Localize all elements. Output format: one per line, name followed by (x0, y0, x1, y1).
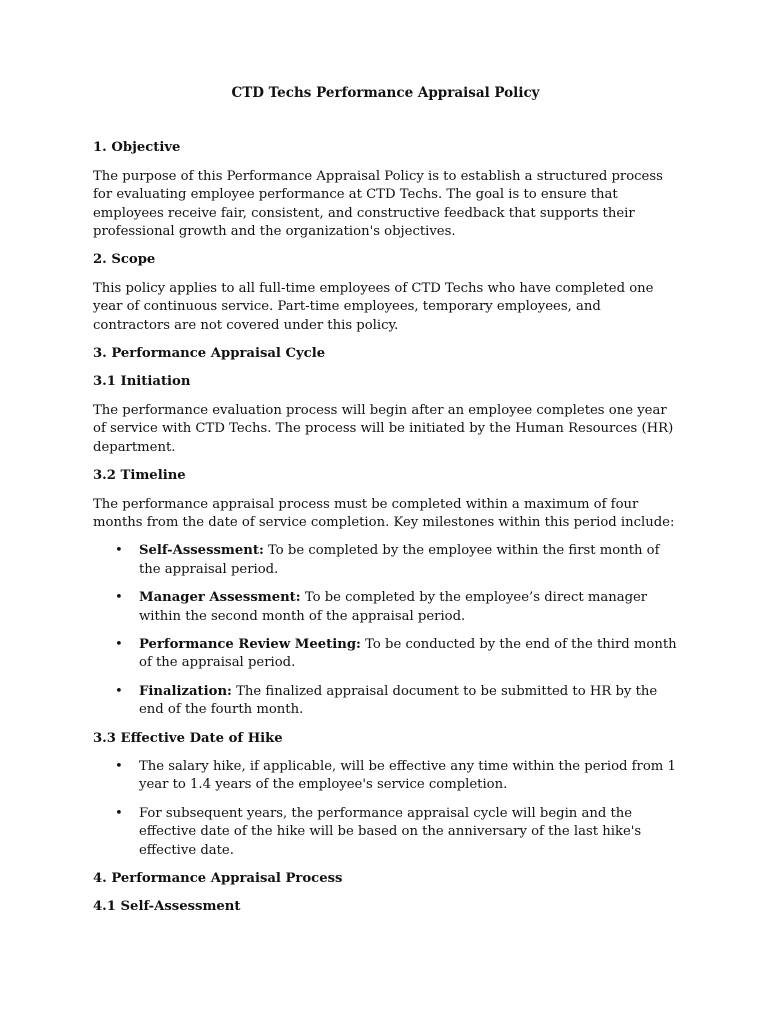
milestone-text: The finalized appraisal document to be submitted to HR by the end of the fourth month. (139, 683, 658, 718)
bullet-icon: • (115, 805, 123, 821)
list-item (93, 805, 678, 860)
list-item (93, 542, 678, 579)
list-item (93, 683, 678, 720)
list-item (93, 636, 678, 673)
effective-date-list (93, 758, 678, 860)
milestone-label: Manager Assessment: (139, 590, 301, 606)
process-heading: 4. Performance Appraisal Process (93, 871, 343, 886)
scope-text: This policy applies to all full-time employees of CTD Techs who have completed one year of continuous service. Part-time employees, temporary employees, and contractors are not covered under this policy. (93, 280, 654, 333)
bullet-icon: • (115, 543, 123, 559)
milestone-text: To be conducted by the end of the third month of the appraisal period. (139, 636, 677, 671)
effective-date-text: For subsequent years, the performance appraisal cycle will begin and the effective date of the hike will be based on the anniversary of the last hike's effective date. (139, 805, 642, 858)
milestone-label: Finalization: (139, 683, 232, 699)
objective-heading: 1. Objective (93, 140, 181, 156)
objective-text: The purpose of this Performance Appraisal Policy is to establish a structured process for evaluating employee performance at CTD Techs. The goal is to ensure that employees receive fair, consistent, and constructive feedback that supports their professional growth and the organization's objectives. (93, 168, 663, 240)
self-assessment-heading: 4.1 Self-Assessment (93, 899, 241, 915)
list-item (93, 758, 678, 795)
bullet-icon: • (115, 758, 123, 774)
document-title: CTD Techs Performance Appraisal Policy (231, 85, 540, 101)
initiation-text: The performance evaluation process will begin after an employee completes one year of service with CTD Techs. The process will be initiated by the Human Resources (HR) department. (93, 402, 674, 455)
bullet-icon: • (115, 590, 123, 606)
list-item (93, 589, 678, 626)
milestone-label: Self-Assessment: (139, 543, 264, 559)
effective-date-text: The salary hike, if applicable, will be effective any time within the period from 1 year to 1.4 years of the employee's service completion. (139, 758, 676, 793)
timeline-text: The performance appraisal process must be completed within a maximum of four months from the date of service completion. Key milestones within this period include: (93, 496, 675, 530)
initiation-heading: 3.1 Initiation (93, 374, 191, 390)
effective-date-heading: 3.3 Effective Date of Hike (93, 730, 283, 746)
milestone-text: To be completed by the employee’s direct manager within the second month of the appraisal period. (139, 590, 648, 624)
milestone-label: Performance Review Meeting: (139, 636, 361, 652)
timeline-milestones-list (93, 542, 678, 719)
scope-heading: 2. Scope (93, 252, 156, 268)
cycle-heading: 3. Performance Appraisal Cycle (93, 346, 326, 362)
milestone-text: To be completed by the employee within the first month of the appraisal period. (139, 543, 660, 577)
timeline-heading: 3.2 Timeline (93, 468, 186, 484)
bullet-icon: • (115, 683, 123, 699)
bullet-icon: • (115, 636, 123, 652)
document-page (93, 84, 678, 927)
